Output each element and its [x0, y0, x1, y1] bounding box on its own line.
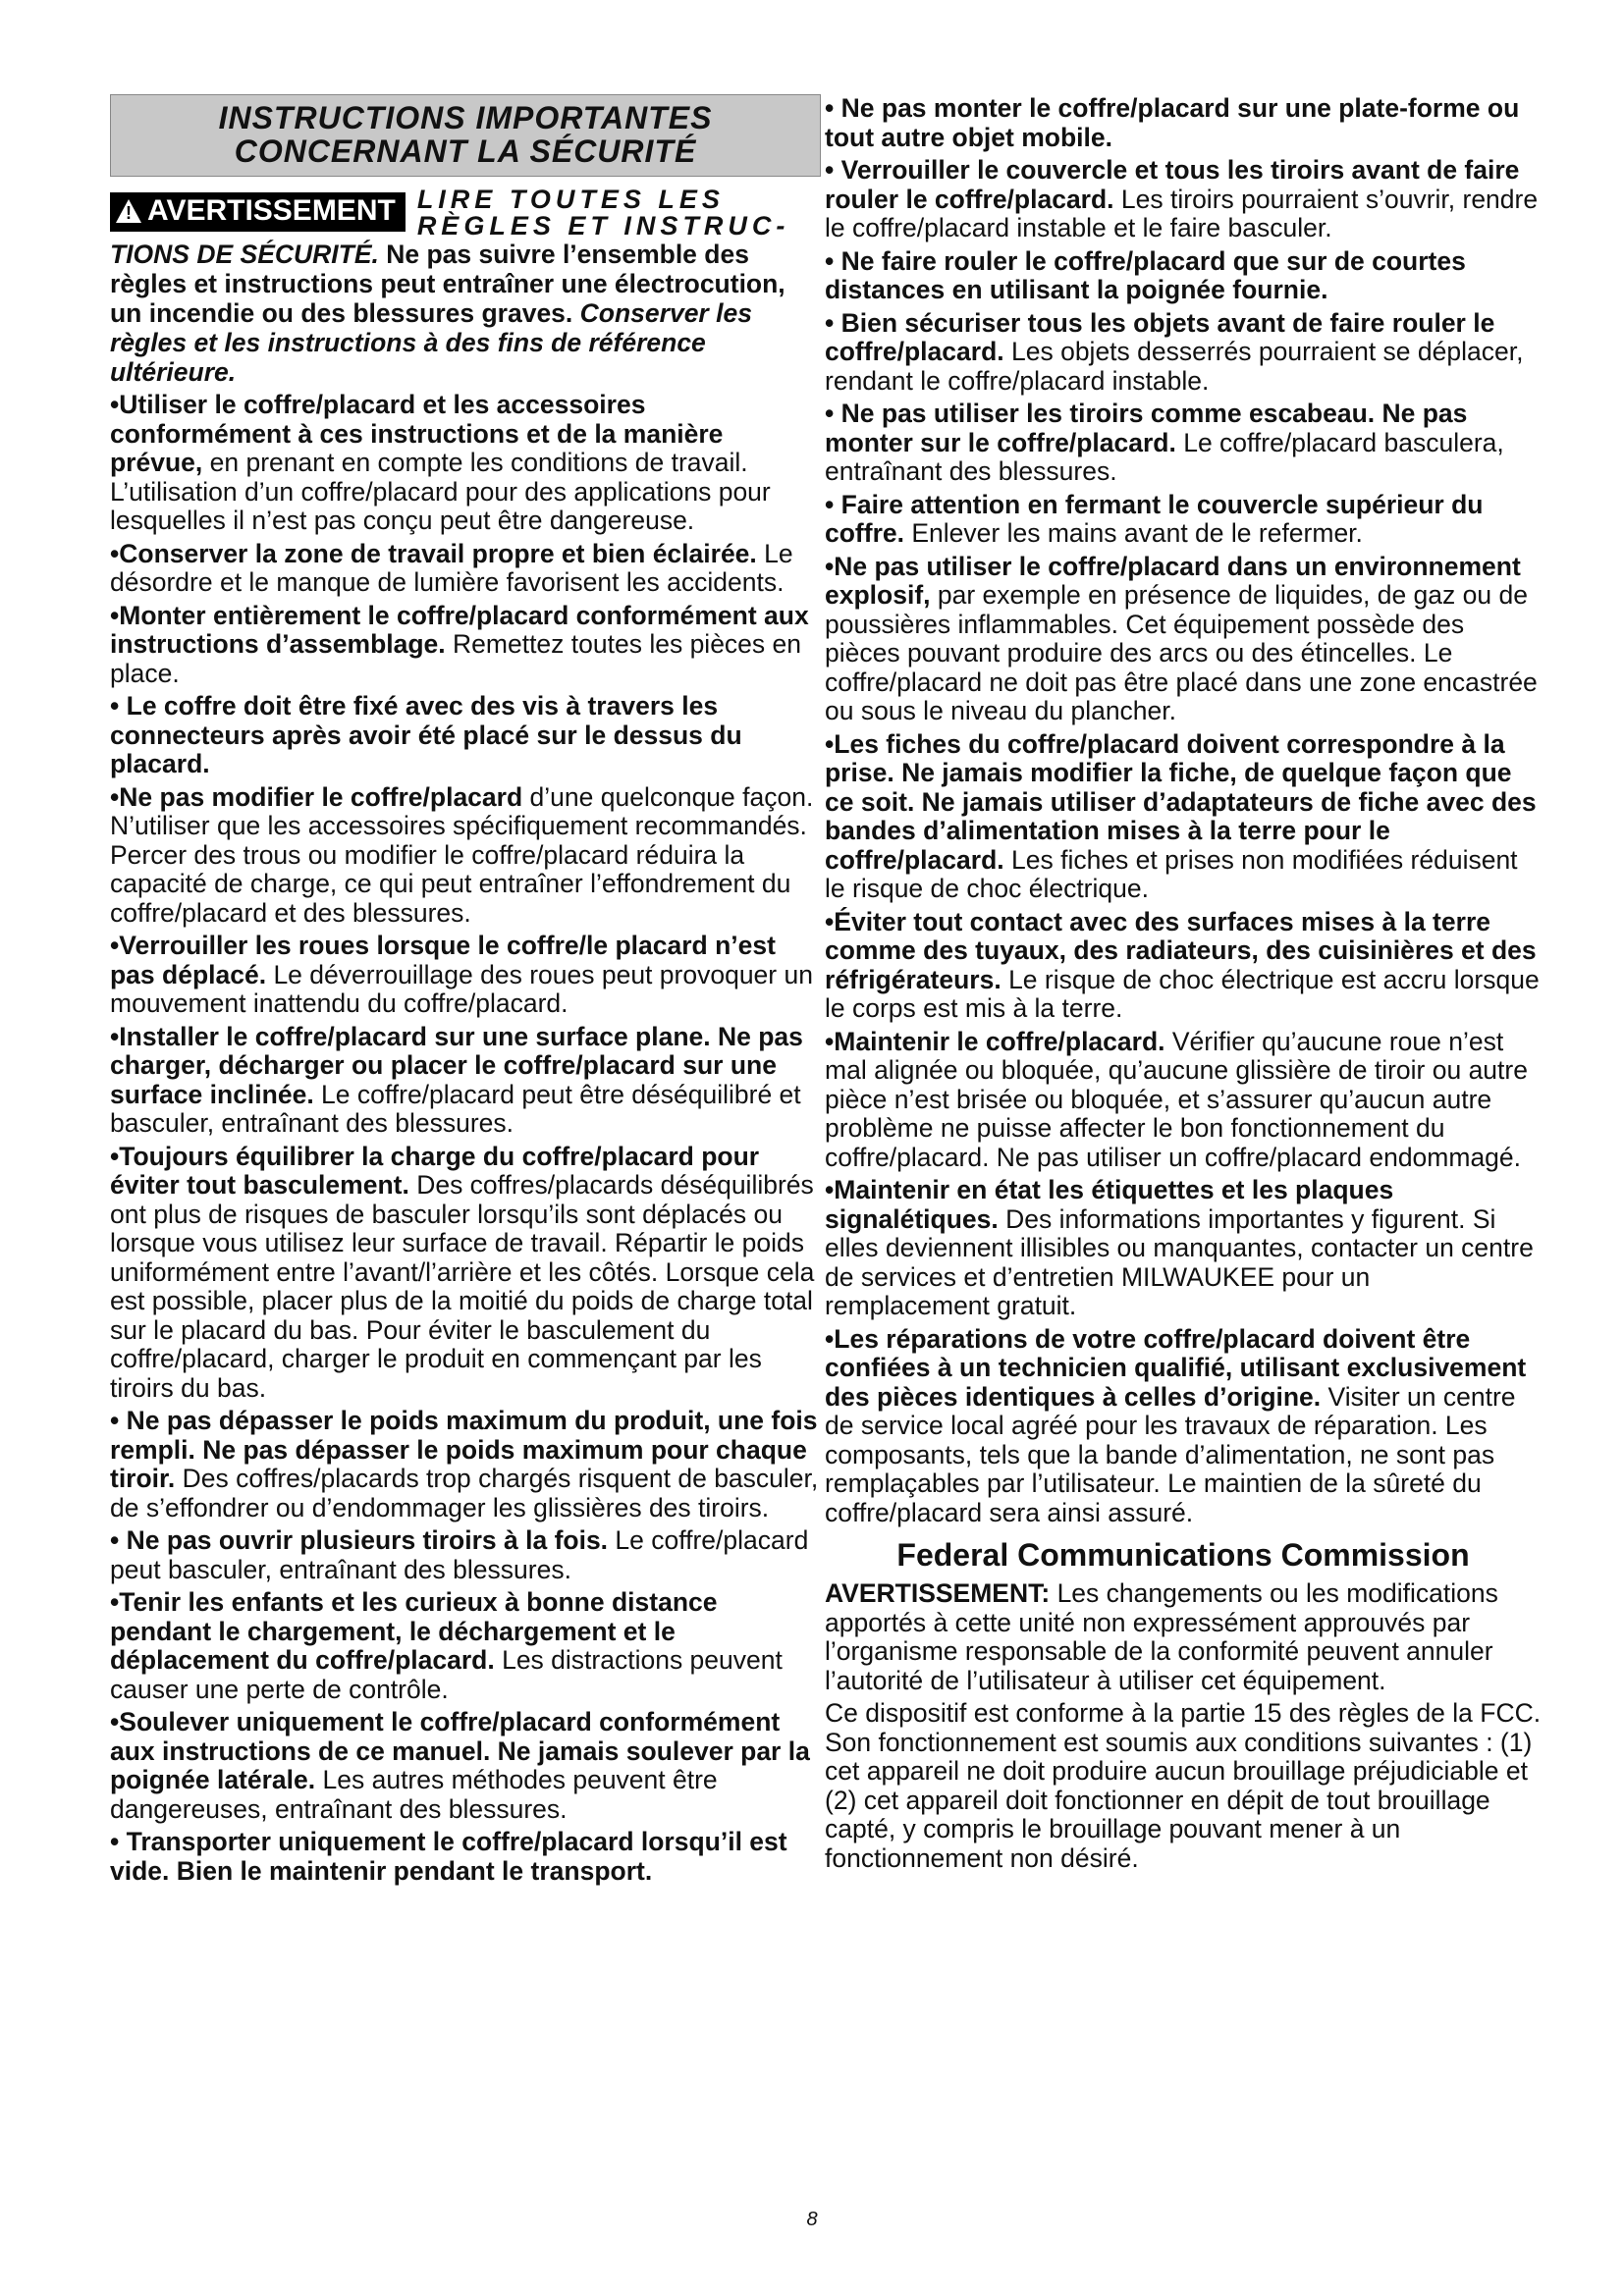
- rule-item: [825, 553, 1542, 726]
- rule-bold: • Ne faire rouler le coffre/placard que sur de courtes distances en utilisant la poignée fournie.: [825, 245, 1466, 304]
- rule-text: Le coffre/placard peut être déséquilibré et basculer, entraînant des blessures.: [110, 1079, 801, 1138]
- rule-bold: • Ne pas utiliser les tiroirs comme escabeau. Ne pas monter sur le coffre/placard.: [825, 399, 1468, 457]
- rule-text: Des informations importantes y figurent. Si elles deviennent illisibles ou manquantes, contacter un centre de services et d’entretien MILWAUKEE pour un remplacement gratuit.: [825, 1203, 1534, 1320]
- fcc-paragraph: Ce dispositif est conforme à la partie 15 des règles de la FCC. Son fonctionnement est soumis aux conditions suivantes : (1) cet appareil ne doit produire aucun brouillage préjudiciable et (2) cet appareil doit fonctionner en dépit de tout brouillage capté, y compris le brouillage pouvant mener à un fonctionnement non désiré.: [825, 1698, 1542, 1873]
- rule-text: Le risque de choc électrique est accru lorsque le corps est mis à la terre.: [825, 964, 1540, 1023]
- rule-text: Le coffre/placard basculera, entraînant des blessures.: [825, 427, 1504, 486]
- rule-item: [825, 1325, 1542, 1528]
- warning-badge-label: AVERTISSEMENT: [147, 194, 396, 227]
- rule-bold: •Les réparations de votre coffre/placard doivent être confiées à un technicien qualifié, utilisant exclusivement des pièces identiques à celles d’origine.: [825, 1323, 1527, 1412]
- rule-bold: •Ne pas modifier le coffre/placard: [110, 781, 523, 812]
- safety-title-banner: [110, 94, 821, 177]
- rule-text: Les fiches et prises non modifiées réduisent le risque de choc électrique.: [825, 844, 1518, 903]
- title-line-2: CONCERNANT LA SÉCURITÉ: [234, 133, 697, 169]
- rule-text: Des coffres/placards déséquilibrés ont plus de risques de basculer lorsqu’ils sont déplacés ou lorsque vous utilisez leur surface de travail. Répartir le poids uniformément entre l’avant/l’arrière et les côtés. Lorsque cela est possible, placer plus de la moitié du poids de charge total sur le placard du bas. Pour éviter le basculement du coffre/placard, charger le produit en commençant par les tiroirs du bas.: [110, 1170, 815, 1403]
- rule-item: [110, 1828, 821, 1886]
- rule-item: [825, 491, 1542, 549]
- rule-bold: • Le coffre doit être fixé avec des vis à travers les connecteurs après avoir été placé sur le dessus du placard.: [110, 691, 742, 778]
- warning-heading-cont: TIONS DE SÉCURITÉ.: [110, 240, 379, 269]
- rule-item: [825, 1176, 1542, 1321]
- rule-text: Visiter un centre de service local agréé pour les travaux de réparation. Les composants, tels que la bande d’alimentation, ne sont pas remplaçables par l’utilisateur. Le maintien de la sûreté du coffre/placard sera ainsi assuré.: [825, 1381, 1516, 1527]
- rule-text: Le déverrouillage des roues peut provoquer un mouvement inattendu du coffre/placard.: [110, 959, 813, 1018]
- rule-bold: • Ne pas dépasser le poids maximum du produit, une fois rempli. Ne pas dépasser le poids maximum pour chaque tiroir.: [110, 1406, 818, 1493]
- rule-item: [825, 908, 1542, 1024]
- rule-item: [825, 400, 1542, 487]
- warning-text: Ne pas suivre l’ensemble des règles et instructions peut entraîner une électrocution, un incendie ou des blessures graves.: [110, 240, 785, 328]
- rule-item: [110, 602, 821, 689]
- rule-bold: •Utiliser le coffre/placard et les accessoires conformément à ces instructions et de la manière prévue,: [110, 390, 724, 477]
- right-column: [825, 94, 1542, 1877]
- rule-item: [110, 391, 821, 536]
- warning-badge: [110, 192, 406, 232]
- warning-header: [110, 187, 821, 240]
- rule-item: [110, 1143, 821, 1404]
- rule-text: Les objets desserrés pourraient se déplacer, rendant le coffre/placard instable.: [825, 337, 1524, 396]
- fcc-warning-label: AVERTISSEMENT:: [825, 1578, 1051, 1608]
- right-rules-list: [825, 94, 1542, 1527]
- rule-item: [110, 1023, 821, 1139]
- rule-bold: •Installer le coffre/placard sur une surface plane. Ne pas charger, décharger ou placer le coffre/placard sur une surface inclinée.: [110, 1021, 803, 1109]
- warning-triangle-icon: [116, 199, 141, 223]
- rule-item: [825, 247, 1542, 305]
- rule-text: Remettez toutes les pièces en place.: [110, 629, 802, 688]
- warning-italic: Conserver les règles et les instructions à des fins de référence ultérieure.: [110, 298, 752, 387]
- warning-heading: LIRE TOUTES LES RÈGLES ET INSTRUC-: [416, 185, 790, 240]
- rule-item: [825, 94, 1542, 152]
- rule-text: Les tiroirs pourraient s’ouvrir, rendre le coffre/placard instable et le faire basculer.: [825, 184, 1539, 242]
- rule-bold: • Transporter uniquement le coffre/placard lorsqu’il est vide. Bien le maintenir pendant le transport.: [110, 1827, 787, 1886]
- rule-item: [110, 1526, 821, 1584]
- rule-text: Les distractions peuvent causer une perte de contrôle.: [110, 1645, 783, 1704]
- rule-bold: •Verrouiller les roues lorsque le coffre/le placard n’est pas déplacé.: [110, 931, 776, 989]
- rule-bold: •Ne pas utiliser le coffre/placard dans un environnement explosif,: [825, 551, 1521, 610]
- rule-bold: •Soulever uniquement le coffre/placard conformément aux instructions de ce manuel. Ne jamais soulever par la poignée latérale.: [110, 1707, 810, 1794]
- rule-text: Vérifier qu’aucune roue n’est mal alignée ou bloquée, qu’aucune glissière de tiroir ou autre pièce n’est brisée ou bloquée, et s’assurer qu’aucun autre problème ne puisse affecter le bon fonctionnement du coffre/placard. Ne pas utiliser un coffre/placard endommagé.: [825, 1026, 1528, 1172]
- left-rules-list: [110, 391, 821, 1886]
- fcc-warning-text: Les changements ou les modifications apportés à cette unité non expressément approuvés par l’organisme responsable de la conformité peuvent annuler l’autorité de l’utilisateur à utiliser cet équipement.: [825, 1578, 1498, 1695]
- title-line-1: INSTRUCTIONS IMPORTANTES: [218, 100, 713, 135]
- rule-text: par exemple en présence de liquides, de gaz ou de poussières inflammables. Cet équipement possède des pièces pouvant produire des arcs ou des étincelles. Le coffre/placard ne doit pas être placé dans une zone encastrée ou sous le niveau du plancher.: [825, 580, 1538, 725]
- rule-item: [825, 1028, 1542, 1173]
- rule-item: [110, 1588, 821, 1704]
- rule-item: [110, 932, 821, 1019]
- rule-bold: • Faire attention en fermant le couvercle supérieur du coffre.: [825, 489, 1484, 548]
- rule-item: [110, 783, 821, 929]
- rule-item: [825, 156, 1542, 243]
- rule-text: Le coffre/placard peut basculer, entraînant des blessures.: [110, 1525, 809, 1584]
- warning-intro: [110, 240, 821, 387]
- rule-text: en prenant en compte les conditions de travail. L’utilisation d’un coffre/placard pour des applications pour lesquelles il n’est pas conçu peut être dangereuse.: [110, 448, 771, 535]
- rule-text: d’une quelconque façon. N’utiliser que les accessoires spécifiquement recommandés. Percer des trous ou modifier le coffre/placard réduira la capacité de charge, ce qui peut entraîner l’effondrement du coffre/placard et des blessures.: [110, 781, 814, 928]
- rule-item: [825, 730, 1542, 904]
- rule-bold: •Maintenir en état les étiquettes et les plaques signalétiques.: [825, 1175, 1394, 1234]
- fcc-section: [825, 1537, 1542, 1873]
- rule-bold: • Ne pas ouvrir plusieurs tiroirs à la fois.: [110, 1525, 609, 1555]
- rule-item: [825, 309, 1542, 397]
- rule-item: [110, 1708, 821, 1824]
- fcc-title: Federal Communications Commission: [896, 1537, 1470, 1573]
- rule-bold: • Bien sécuriser tous les objets avant de faire rouler le coffre/placard.: [825, 307, 1495, 366]
- rule-item: [110, 692, 821, 779]
- left-column: [110, 94, 821, 1890]
- rule-bold: •Tenir les enfants et les curieux à bonne distance pendant le chargement, le déchargement et le déplacement du coffre/placard.: [110, 1587, 718, 1675]
- rule-item: [110, 1407, 821, 1522]
- rule-text: Le désordre et le manque de lumière favorisent les accidents.: [110, 538, 793, 597]
- rule-bold: •Maintenir le coffre/placard.: [825, 1026, 1165, 1056]
- rule-bold: •Toujours équilibrer la charge du coffre/placard pour éviter tout basculement.: [110, 1141, 760, 1200]
- page-number: 8: [806, 2209, 818, 2230]
- rule-bold: • Ne pas monter le coffre/placard sur une plate-forme ou tout autre objet mobile.: [825, 93, 1520, 152]
- rule-text: Des coffres/placards trop chargés risquent de basculer, de s’effondrer ou d’endommager les glissières des tiroirs.: [110, 1464, 819, 1522]
- rule-bold: • Verrouiller le couvercle et tous les tiroirs avant de faire rouler le coffre/placard.: [825, 155, 1520, 214]
- fcc-warning: [825, 1579, 1542, 1695]
- rule-text: Enlever les mains avant de le refermer.: [904, 518, 1363, 548]
- rule-bold: •Les fiches du coffre/placard doivent correspondre à la prise. Ne jamais modifier la fiche, de quelque façon que ce soit. Ne jamais utiliser d’adaptateurs de fiche avec des bandes d’alimentation mises à la terre pour le coffre/placard.: [825, 728, 1537, 875]
- rule-item: [110, 540, 821, 598]
- rule-bold: •Éviter tout contact avec des surfaces mises à la terre comme des tuyaux, des radiateurs, des cuisinières et des réfrigérateurs.: [825, 906, 1537, 994]
- rule-bold: •Conserver la zone de travail propre et bien éclairée.: [110, 538, 757, 568]
- rule-bold: •Monter entièrement le coffre/placard conformément aux instructions d’assemblage.: [110, 600, 809, 659]
- rule-text: Les autres méthodes peuvent être dangereuses, entraînant des blessures.: [110, 1765, 718, 1824]
